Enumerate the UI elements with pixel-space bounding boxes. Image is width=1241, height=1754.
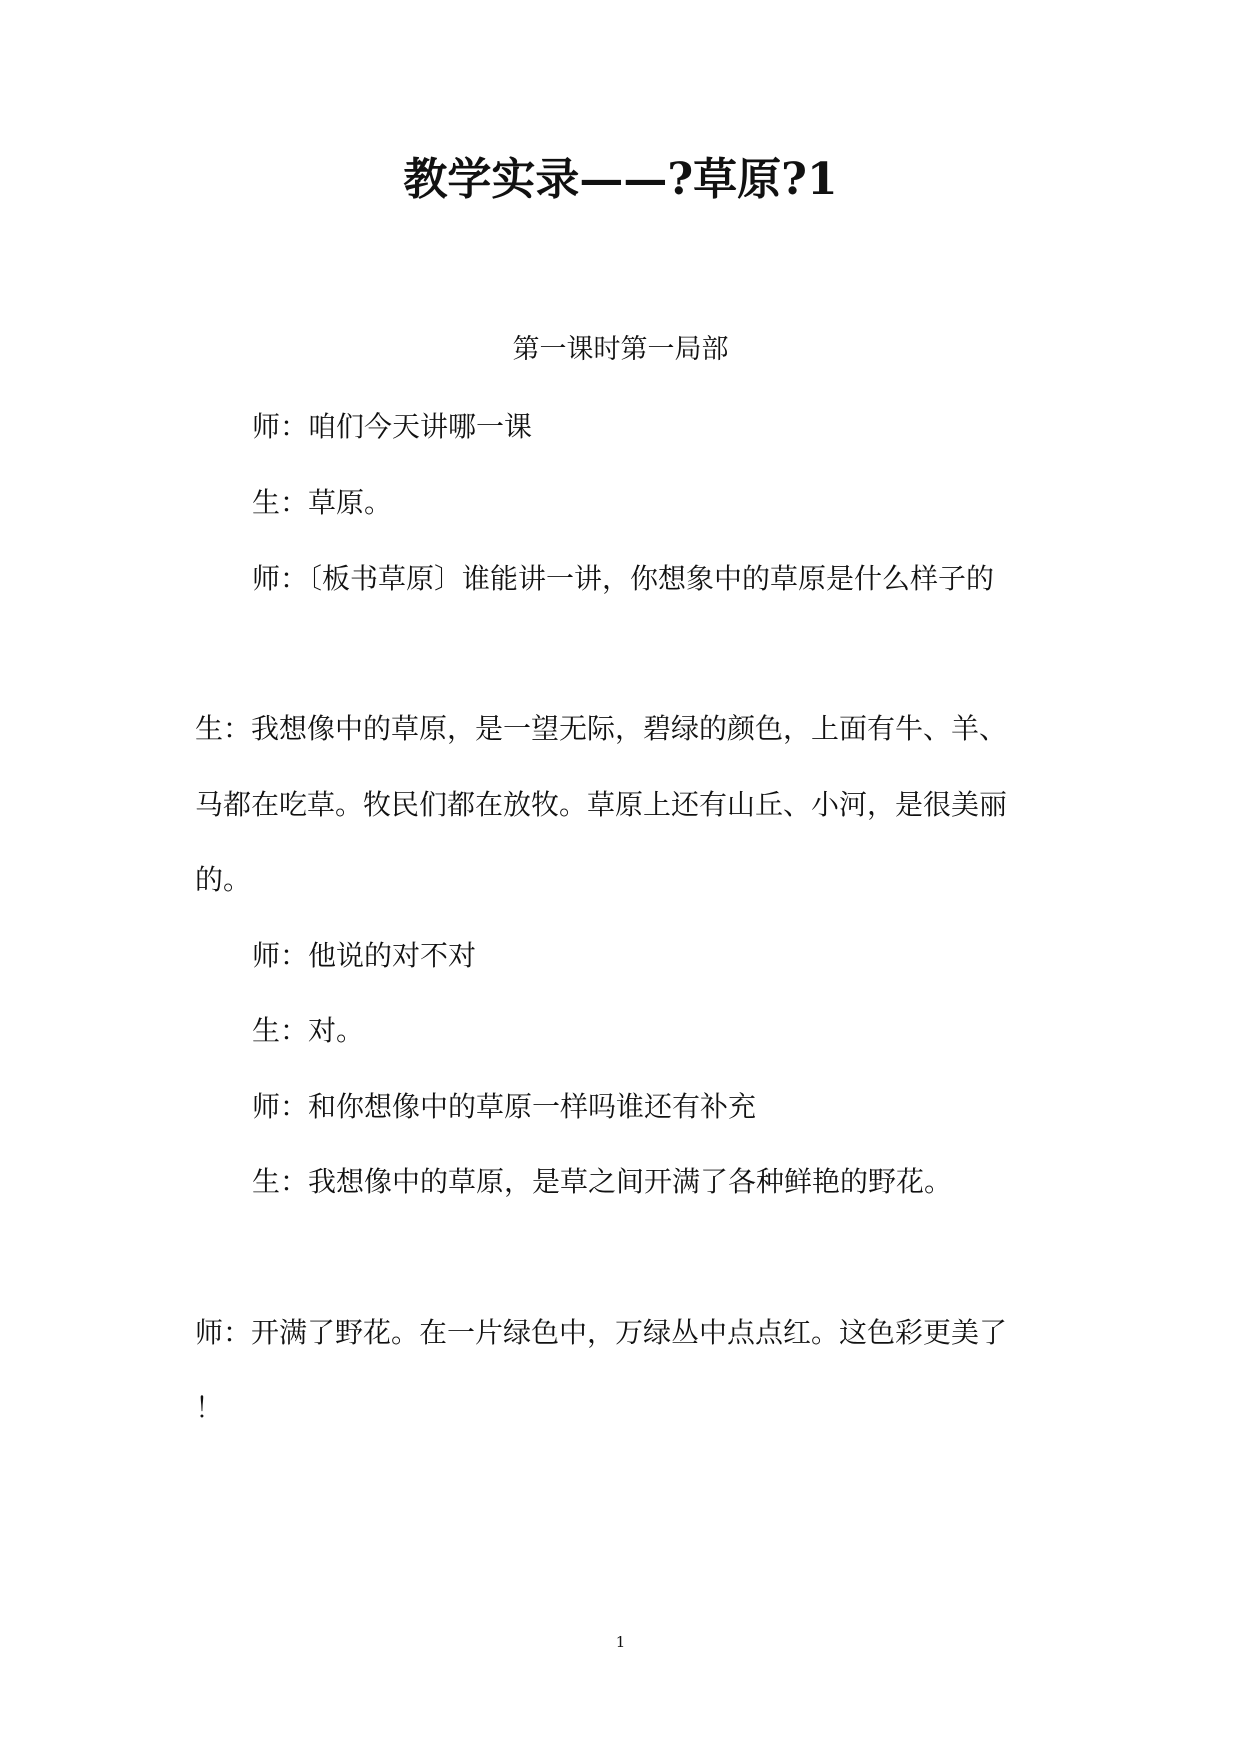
- page-number: 1: [615, 1633, 626, 1651]
- paragraph-line: 生：草原。: [252, 486, 393, 519]
- paragraph-line: 生：我想像中的草原，是一望无际，碧绿的颜色，上面有牛、羊、: [195, 712, 1008, 745]
- paragraph-line: 生：对。: [252, 1014, 365, 1047]
- paragraph-line: 师：他说的对不对: [252, 939, 477, 972]
- paragraph-line: ！: [195, 1391, 224, 1424]
- paragraph-line: 师：咱们今天讲哪一课: [252, 410, 533, 443]
- paragraph-line: 生：我想像中的草原，是草之间开满了各种鲜艳的野花。: [252, 1165, 953, 1198]
- paragraph-line: 师：开满了野花。在一片绿色中，万绿丛中点点红。这色彩更美了: [195, 1316, 1008, 1349]
- document-title: 教学实录——?草原?1: [403, 154, 838, 205]
- section-heading: 第一课时第一局部: [512, 334, 729, 365]
- paragraph-line: 师：和你想像中的草原一样吗谁还有补充: [252, 1090, 757, 1123]
- paragraph-line: 马都在吃草。牧民们都在放牧。草原上还有山丘、小河，是很美丽: [195, 788, 1008, 821]
- paragraph-line: 师：〔板书草原〕谁能讲一讲，你想象中的草原是什么样子的: [252, 562, 995, 595]
- paragraph-line: 的。: [195, 863, 252, 896]
